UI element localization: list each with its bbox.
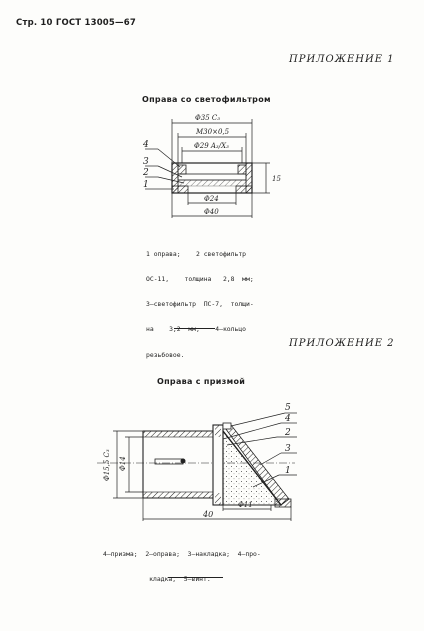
dim-inner: Φ24 bbox=[204, 195, 219, 203]
callout-4: 4 bbox=[143, 140, 149, 150]
page-header: Стр. 10 ГОСТ 13005—67 bbox=[16, 18, 136, 28]
callout-1: 1 bbox=[143, 180, 149, 190]
callout-2: 2 bbox=[143, 168, 149, 178]
figure-2-drawing bbox=[85, 395, 305, 530]
dim-outer: Φ15,5 C₃ bbox=[103, 449, 111, 481]
appendix-2-label: ПРИЛОЖЕНИЕ 2 bbox=[289, 338, 395, 349]
section-divider bbox=[168, 577, 223, 578]
caption-line: на 3,2 мм; 4—кольцо bbox=[146, 325, 247, 334]
caption-line: 3—светофильтр ПС-7, толщи- bbox=[146, 300, 254, 309]
figure-2-caption bbox=[103, 533, 261, 592]
dim-bore: Φ29 A₃/X₃ bbox=[194, 142, 229, 150]
dim-outer: Φ40 bbox=[204, 208, 219, 216]
caption-line: ОС-11, толщина 2,8 мм; bbox=[146, 275, 254, 284]
dim-prism: Φ11 bbox=[238, 501, 253, 509]
callout-2: 2 bbox=[285, 428, 291, 438]
appendix-1-label: ПРИЛОЖЕНИЕ 1 bbox=[289, 54, 395, 65]
figure-1-drawing bbox=[130, 105, 300, 230]
dim-length: 40 bbox=[203, 510, 214, 519]
caption-line: резьбовое. bbox=[146, 350, 185, 359]
dim-thread: M30×0,5 bbox=[196, 128, 230, 136]
callout-3: 3 bbox=[285, 444, 291, 454]
dim-outer-top: Φ35 C₃ bbox=[195, 114, 221, 122]
caption-line: кладка, 5—винт. bbox=[103, 575, 211, 584]
callout-5: 5 bbox=[285, 403, 291, 413]
caption-line: 4—призма; 2—оправа; 3—накладка; 4—про- bbox=[103, 549, 261, 558]
figure-2-title: Оправа с призмой bbox=[157, 377, 246, 386]
callout-4: 4 bbox=[285, 414, 291, 424]
figure-1-caption bbox=[146, 233, 254, 368]
callout-3: 3 bbox=[143, 157, 149, 167]
section-divider bbox=[174, 328, 215, 329]
dim-inner: Φ14 bbox=[119, 456, 127, 471]
caption-line: 1 оправа; 2 светофильтр bbox=[146, 249, 247, 258]
dim-height: 15 bbox=[272, 175, 281, 183]
figure-1-title: Оправа со светофильтром bbox=[142, 95, 271, 104]
callout-1: 1 bbox=[285, 466, 291, 476]
